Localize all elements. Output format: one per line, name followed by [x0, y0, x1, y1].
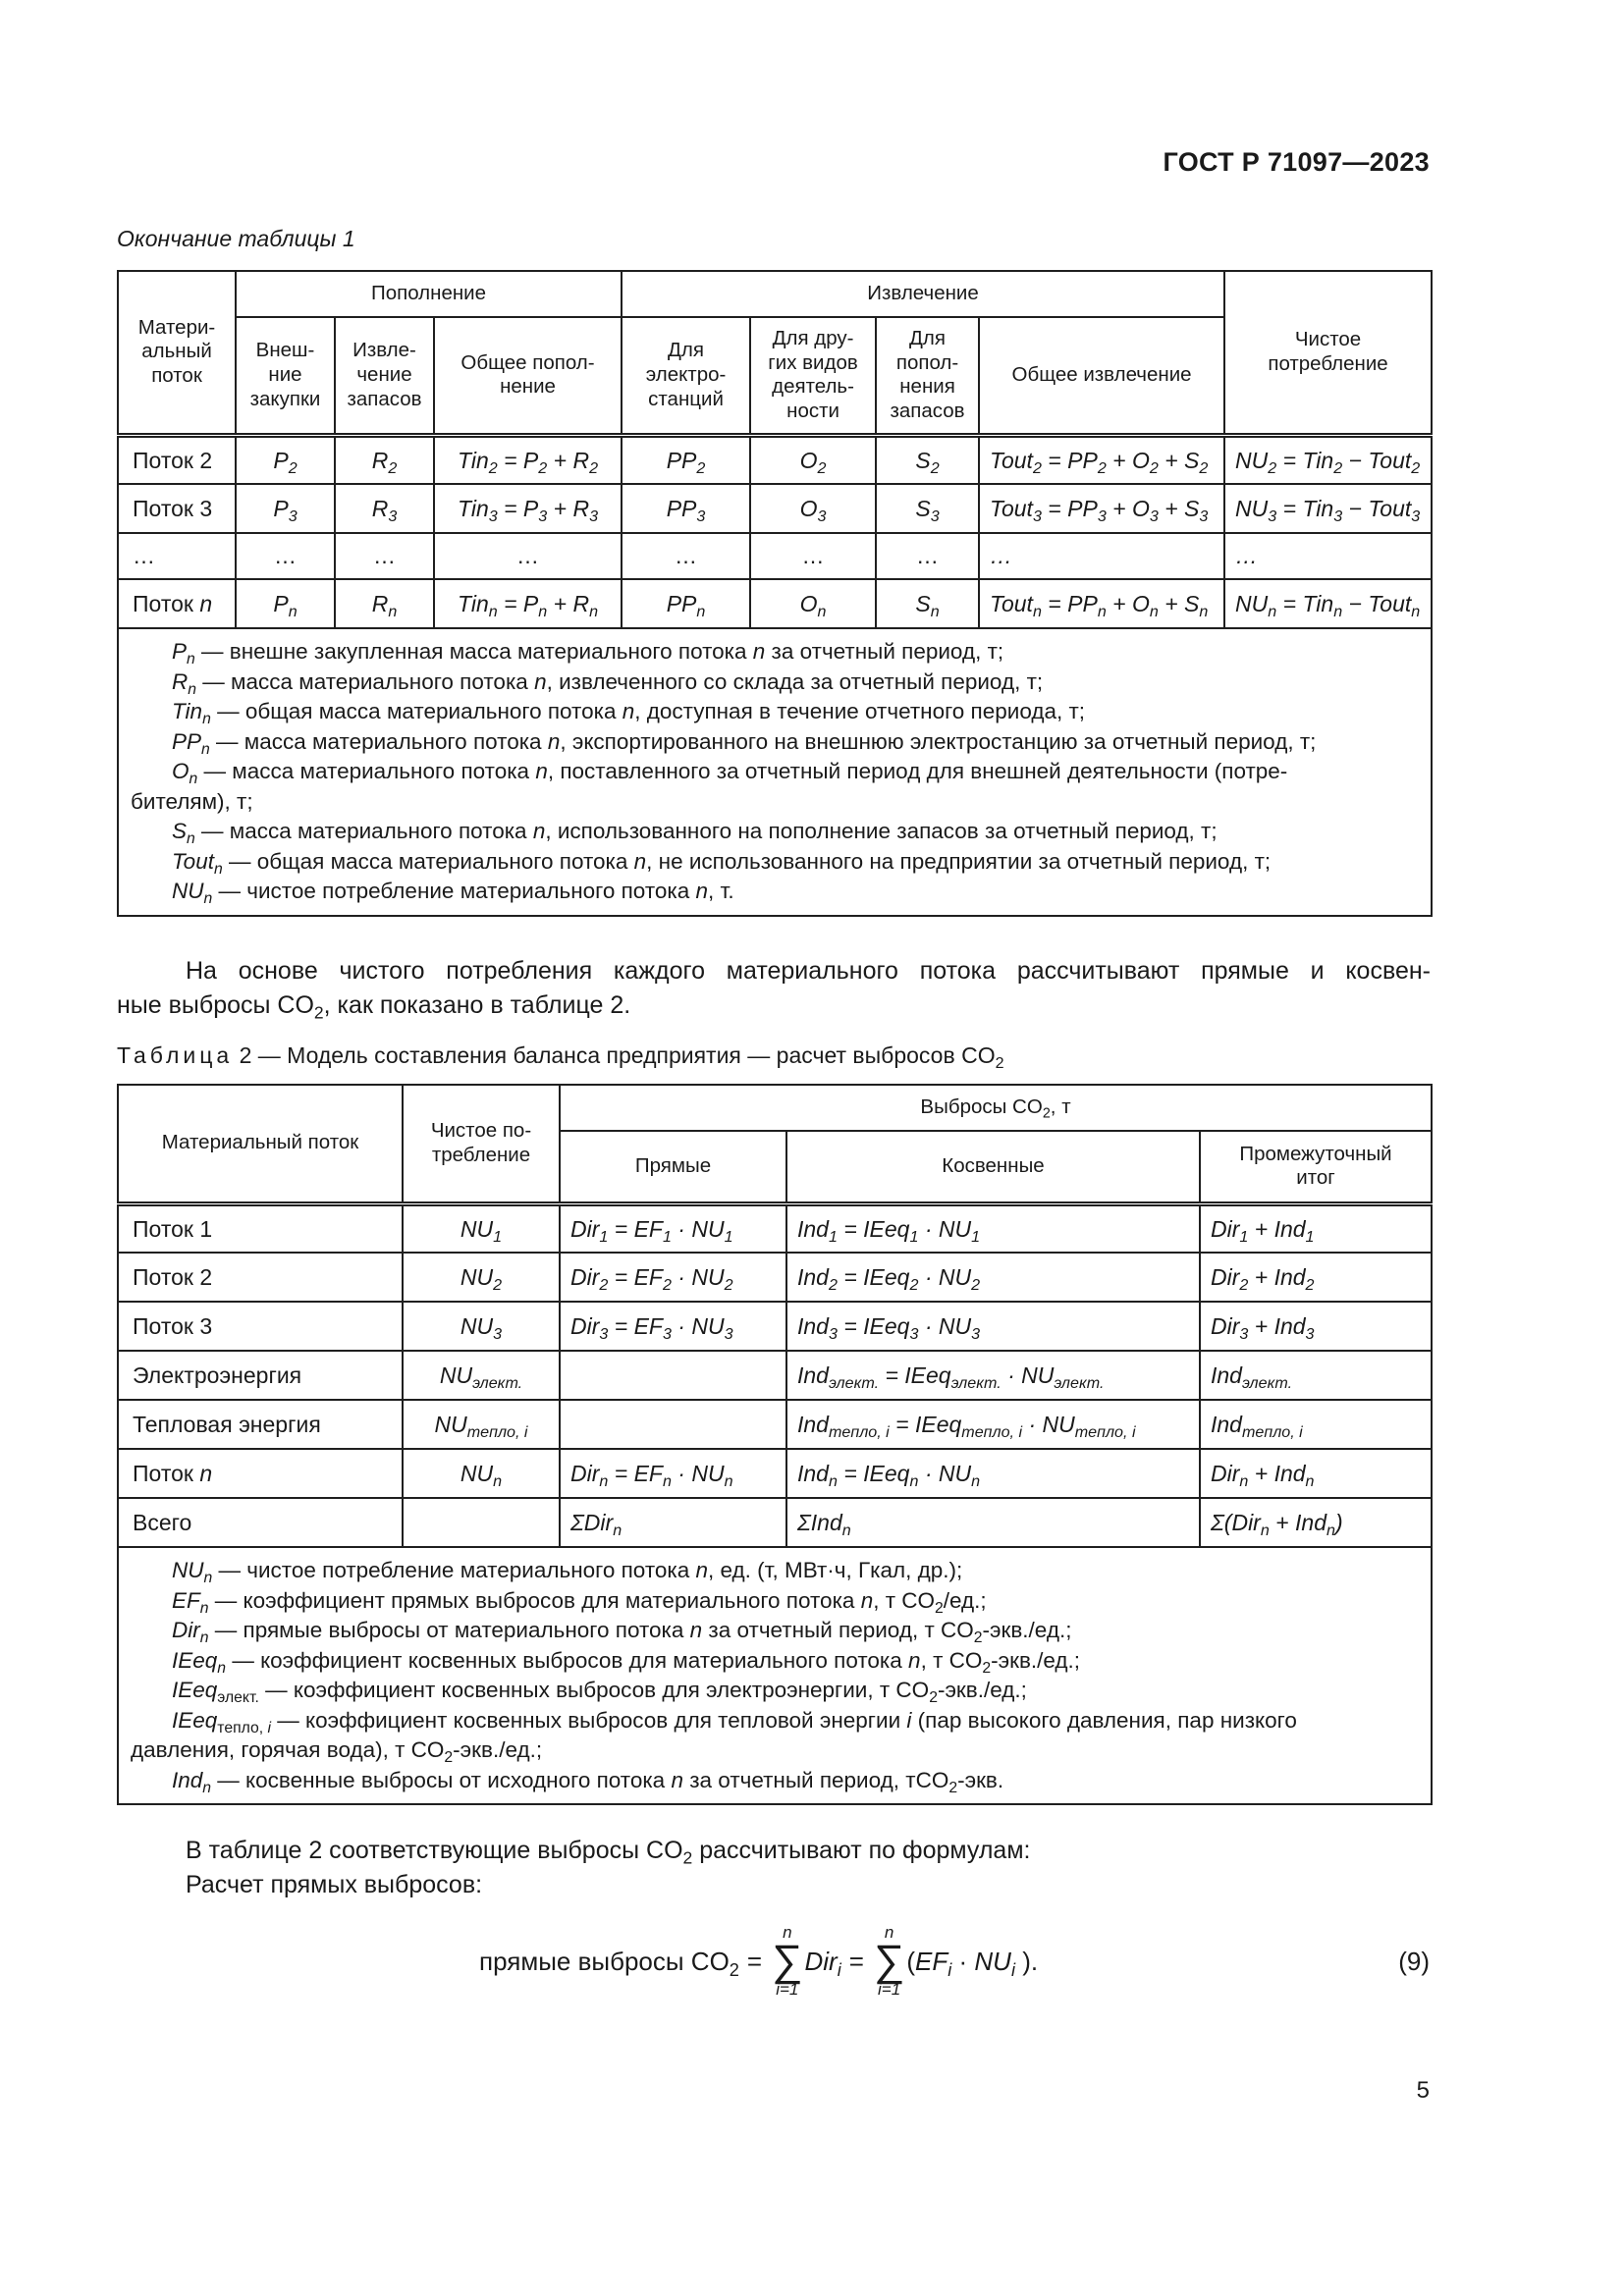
- note-line: Tout$_n$ — общая масса материального потока n, не использованного на предприятии за отчетный период, т;: [172, 848, 1272, 878]
- t2-header-direct: Прямые: [560, 1131, 786, 1203]
- t2-row: [118, 1449, 1432, 1498]
- table-1: [117, 270, 1433, 917]
- t2-cell: Dir$_3$ + Ind$_3$: [1200, 1302, 1432, 1351]
- t1-cell: $PP_n$: [622, 579, 750, 628]
- t1-cell: …: [750, 533, 876, 579]
- t1-cell: …: [335, 533, 434, 579]
- note-line: Dir$_n$ — прямые выбросы от материального потока n за отчетный период, т $CO_2-экв./ед$.;: [172, 1618, 1072, 1647]
- sum-symbol-2: n ∑ i=1: [873, 1923, 905, 1999]
- t2-cell: Тепловая энергия: [118, 1400, 403, 1449]
- t2-header-indirect: Косвенные: [786, 1131, 1200, 1203]
- t2-cell: Ind$_{элект.}$ = IEeq$_{элект.}$ · $NU_{элект.}$: [786, 1351, 1200, 1400]
- t2-row: [118, 1400, 1432, 1449]
- t2-cell: Ind$_{тепло, i}$ = IEeq$_{тепло, i}$ · $NU_{тепло, i}$: [786, 1400, 1200, 1449]
- t2-header-net: Чистое по- требление: [403, 1085, 560, 1203]
- note-line: $NU_n$ — чистое потребление материального потока n, т.: [172, 879, 734, 908]
- t2-row: [118, 1351, 1432, 1400]
- t2-cell: Σ(Dir$_n$ + Ind$_n$): [1200, 1498, 1432, 1547]
- t1-cell: Tout$_3$ = $PP_3 + O_3 + S_3$: [979, 484, 1224, 533]
- t1-body: [118, 435, 1432, 628]
- t1-cell: $R_2$: [335, 435, 434, 484]
- note-line: $PP_n$ — масса материального потока n, экспортированного на внешнюю электростанцию за отчетный период, т;: [172, 728, 1317, 758]
- t1-cell: …: [236, 533, 335, 579]
- t1-cell: …: [434, 533, 622, 579]
- t2-row: [118, 1498, 1432, 1547]
- t2-cell: Электроэнергия: [118, 1351, 403, 1400]
- t1-cell: $P_n$: [236, 579, 335, 628]
- t2-header-stream: Материальный поток: [118, 1085, 403, 1203]
- t2-cell: $NU_2$: [403, 1253, 560, 1302]
- t2-header-subtotal: Промежуточный итог: [1200, 1131, 1432, 1203]
- t2-cell: $NU_3$: [403, 1302, 560, 1351]
- note-line: давления, горячая вода), т $CO_2-экв./ед$.;: [131, 1737, 543, 1767]
- t1-cell: $O_3$: [750, 484, 876, 533]
- t2-cell: ΣInd$_n$: [786, 1498, 1200, 1547]
- t2-cell: ΣDir$_n$: [560, 1498, 786, 1547]
- t1-cell: Поток 2: [118, 435, 236, 484]
- t1-row: [118, 484, 1432, 533]
- paragraph-2: [186, 1834, 1030, 1902]
- t2-cell: Ind$_{элект.}$: [1200, 1351, 1432, 1400]
- t2-cell: $NU_{элект.}$: [403, 1351, 560, 1400]
- t1-header-other-activities: Для дру- гих видов деятель- ности: [750, 317, 876, 435]
- t2-cell: $Dir_1 = EF_1 \cdot NU_1$: [560, 1203, 786, 1253]
- t1-notes: [118, 628, 1432, 916]
- t1-cell: $Tin_n = P_n + R_n$: [434, 579, 622, 628]
- note-line: $P_n$ — внешне закупленная масса материального потока n за отчетный период, т;: [172, 639, 1004, 668]
- t1-header-external: Внеш- ние закупки: [236, 317, 335, 435]
- t1-cell: $R_3$: [335, 484, 434, 533]
- t1-header-extraction: Извлечение: [622, 271, 1224, 317]
- note-line: бителям), т;: [131, 788, 253, 814]
- t2-cell: [560, 1351, 786, 1400]
- t1-cell: …: [1224, 533, 1432, 579]
- t1-cell: $S_3$: [876, 484, 979, 533]
- paragraph-1-line-1: На основе чистого потребления каждого материального потока рассчитывают прямые и косвен-: [186, 957, 1431, 985]
- t2-cell: $NU_{тепло, i}$: [403, 1400, 560, 1449]
- t2-cell: Dir$_n$ + Ind$_n$: [1200, 1449, 1432, 1498]
- t1-row: [118, 435, 1432, 484]
- t2-body: [118, 1203, 1432, 1547]
- t2-cell: Поток 2: [118, 1253, 403, 1302]
- t2-cell: Ind$_3$ = IEeq$_3$ · $NU_3$: [786, 1302, 1200, 1351]
- t2-cell: Поток 3: [118, 1302, 403, 1351]
- t2-row: [118, 1203, 1432, 1253]
- t1-cell: $NU_3 = Tin_3$ − Tout$_3$: [1224, 484, 1432, 533]
- t2-cell: Ind$_2$ = IEeq$_2$ · $NU_2$: [786, 1253, 1200, 1302]
- t1-cell: $S_2$: [876, 435, 979, 484]
- note-line: Ind$_n$ — косвенные выбросы от исходного потока n за отчетный период, тCO$_2$-экв.: [172, 1767, 1004, 1796]
- t2-cell: [560, 1400, 786, 1449]
- t1-cell: $NU_n = Tin_n$ − Tout$_n$: [1224, 579, 1432, 628]
- note-line: $S_n$ — масса материального потока n, использованного на пополнение запасов за отчетный период, т;: [172, 819, 1218, 848]
- t2-cell: $Dir_n = EF_n \cdot NU_n$: [560, 1449, 786, 1498]
- t1-header-from-stock: Извле- чение запасов: [335, 317, 434, 435]
- t1-cell: $NU_2 = Tin_2$ − Tout$_2$: [1224, 435, 1432, 484]
- t2-notes: [118, 1547, 1432, 1804]
- standard-number: ГОСТ Р 71097—2023: [1163, 147, 1430, 177]
- t2-cell: Поток 1: [118, 1203, 403, 1253]
- note-line: $EF_n$ — коэффициент прямых выбросов для материального потока n, т $CO_2/ед$.;: [172, 1587, 987, 1617]
- t1-header-power-plant: Для электро- станций: [622, 317, 750, 435]
- t1-cell: …: [118, 533, 236, 579]
- t1-cell: $P_3$: [236, 484, 335, 533]
- t1-header-total-extraction: Общее извлечение: [979, 317, 1224, 435]
- t1-cell: …: [622, 533, 750, 579]
- t1-cell: $Tin_3 = P_3 + R_3$: [434, 484, 622, 533]
- t2-cell: Ind$_1$ = IEeq$_1$ · $NU_1$: [786, 1203, 1200, 1253]
- t2-cell: Ind$_{тепло, i}$: [1200, 1400, 1432, 1449]
- t2-cell: $Dir_2 = EF_2 \cdot NU_2$: [560, 1253, 786, 1302]
- t1-header-stock-replenishment: Для попол- нения запасов: [876, 317, 979, 435]
- t1-cell: Tout$_n$ = $PP_n + O_n + S_n$: [979, 579, 1224, 628]
- t2-cell: $NU_1$: [403, 1203, 560, 1253]
- t1-cell: Tout$_2$ = $PP_2 + O_2 + S_2$: [979, 435, 1224, 484]
- paragraph-2-line-1: В таблице 2 соответствующие выбросы $CO_2$ рассчитывают по формулам:: [186, 1837, 1031, 1868]
- formula-9: прямые выбросы $CO_2$ = n ∑ i=1 Dir$_i$ = n ∑ i=1 ($EF_i \cdot NU_i$ ).: [479, 1923, 1039, 1999]
- note-line: $NU_n$ — чистое потребление материального потока n, ед. (т, МВт·ч, Гкал, др.);: [172, 1558, 963, 1587]
- t2-cell: [403, 1498, 560, 1547]
- note-line: Tin$_n$ — общая масса материального потока n, доступная в течение отчетного периода, т;: [172, 699, 1086, 728]
- table1-continuation-label: Окончание таблицы 1: [117, 226, 355, 251]
- t1-header-stream: Матери- альный поток: [118, 271, 236, 435]
- note-line: IEeq$_{элект.}$ — коэффициент косвенных выбросов для электроэнергии, т $CO_2-экв./ед$.;: [172, 1678, 1027, 1707]
- paragraph-1: [117, 954, 1431, 1023]
- t2-row: [118, 1253, 1432, 1302]
- t2-cell: $Dir_3 = EF_3 \cdot NU_3$: [560, 1302, 786, 1351]
- paragraph-2-line-2: Расчет прямых выбросов:: [186, 1871, 483, 1898]
- t1-header-total-replenishment: Общее попол- нение: [434, 317, 622, 435]
- t2-cell: Ind$_n$ = IEeq$_n$ · $NU_n$: [786, 1449, 1200, 1498]
- sum-symbol-1: n ∑ i=1: [772, 1923, 803, 1999]
- note-line: $O_n$ — масса материального потока n, поставленного за отчетный период для внешней деятельности (потре-: [172, 759, 1288, 788]
- formula-prefix: прямые выбросы $CO_2$: [479, 1946, 739, 1980]
- t2-cell: Всего: [118, 1498, 403, 1547]
- t1-cell: $P_2$: [236, 435, 335, 484]
- page-number: 5: [1416, 2077, 1430, 2104]
- t2-cell: Dir$_1$ + Ind$_1$: [1200, 1203, 1432, 1253]
- table-2: [117, 1084, 1433, 1805]
- t2-header-emissions: Выбросы $CO_2$, т: [560, 1085, 1432, 1131]
- note-line: IEeq$_n$ — коэффициент косвенных выбросов для материального потока n, т $CO_2-экв./ед$.;: [172, 1647, 1081, 1677]
- note-line: $R_n$ — масса материального потока n, извлеченного со склада за отчетный период, т;: [172, 668, 1044, 698]
- t2-cell: Поток n: [118, 1449, 403, 1498]
- t1-cell: …: [979, 533, 1224, 579]
- t1-header-replenishment: Пополнение: [236, 271, 622, 317]
- t1-cell: $R_n$: [335, 579, 434, 628]
- t1-cell: $Tin_2 = P_2 + R_2$: [434, 435, 622, 484]
- t2-row: [118, 1302, 1432, 1351]
- t1-header-net: Чистое потребление: [1224, 271, 1432, 435]
- t2-cell: Dir$_2$ + Ind$_2$: [1200, 1253, 1432, 1302]
- t1-cell: $S_n$: [876, 579, 979, 628]
- t1-row: [118, 533, 1432, 579]
- equation-number: (9): [1398, 1947, 1430, 1976]
- t1-cell: $PP_2$: [622, 435, 750, 484]
- t1-cell: Поток 3: [118, 484, 236, 533]
- t1-cell: Поток n: [118, 579, 236, 628]
- note-line: IEeq$_{тепло, i}$ — коэффициент косвенных выбросов для тепловой энергии i (пар высокого давления, пар низкого: [172, 1707, 1297, 1736]
- t1-row: [118, 579, 1432, 628]
- t1-cell: $O_2$: [750, 435, 876, 484]
- t1-cell: $O_n$: [750, 579, 876, 628]
- paragraph-1-line-2: ные выбросы $CO_2$, как показано в таблице 2.: [117, 991, 631, 1023]
- table2-title: Таблица 2 — Модель составления баланса предприятия — расчет выбросов $CO_2$: [117, 1042, 1004, 1073]
- t2-cell: $NU_n$: [403, 1449, 560, 1498]
- t1-cell: $PP_3$: [622, 484, 750, 533]
- t1-cell: …: [876, 533, 979, 579]
